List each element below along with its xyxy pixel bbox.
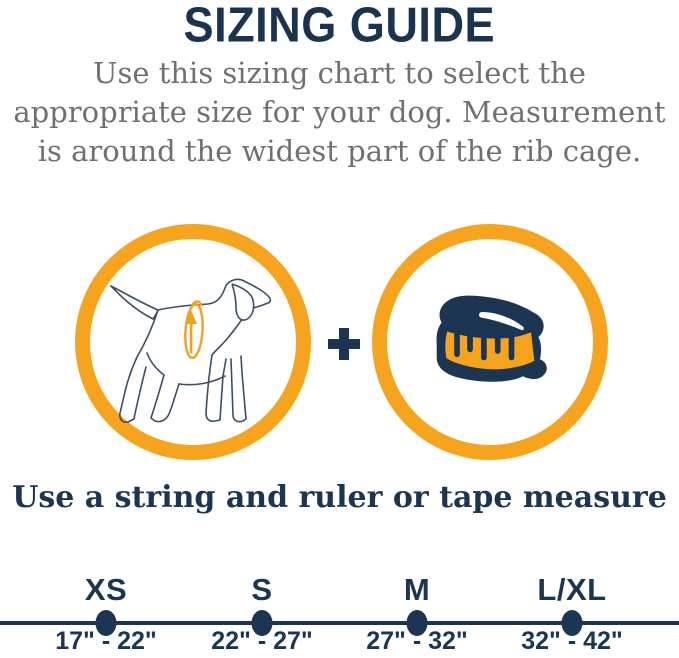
size-label-xs: XS [84,572,128,607]
page-title [0,0,679,53]
size-label-lxl: L/XL [537,572,607,607]
dog-girth-measurement-icon [106,277,278,429]
intro-line: is around the widest part of the rib cage. [37,134,642,168]
intro-line: Use this sizing chart to select the [93,56,586,90]
size-label-m: M [403,572,431,607]
size-range-m: 27" - 32" [366,627,468,655]
plus-icon [328,328,360,360]
intro-paragraph [0,54,679,171]
size-range-lxl: 32" - 42" [521,627,623,655]
tape-measure-icon [431,289,553,387]
intro-line: appropriate size for your dog. Measurement [13,95,666,129]
measure-instruction-caption: Use a string and ruler or tape measure [12,480,667,515]
dog-measurement-circle [75,224,311,460]
size-range-s: 22" - 27" [211,627,313,655]
page-title-text: SIZING GUIDE [183,0,496,53]
tape-measure-circle [372,224,608,460]
dog-ear [232,284,254,320]
size-label-s: S [251,572,273,607]
girth-measure-ellipse [184,301,205,358]
size-range-xs: 17" - 22" [55,627,157,655]
